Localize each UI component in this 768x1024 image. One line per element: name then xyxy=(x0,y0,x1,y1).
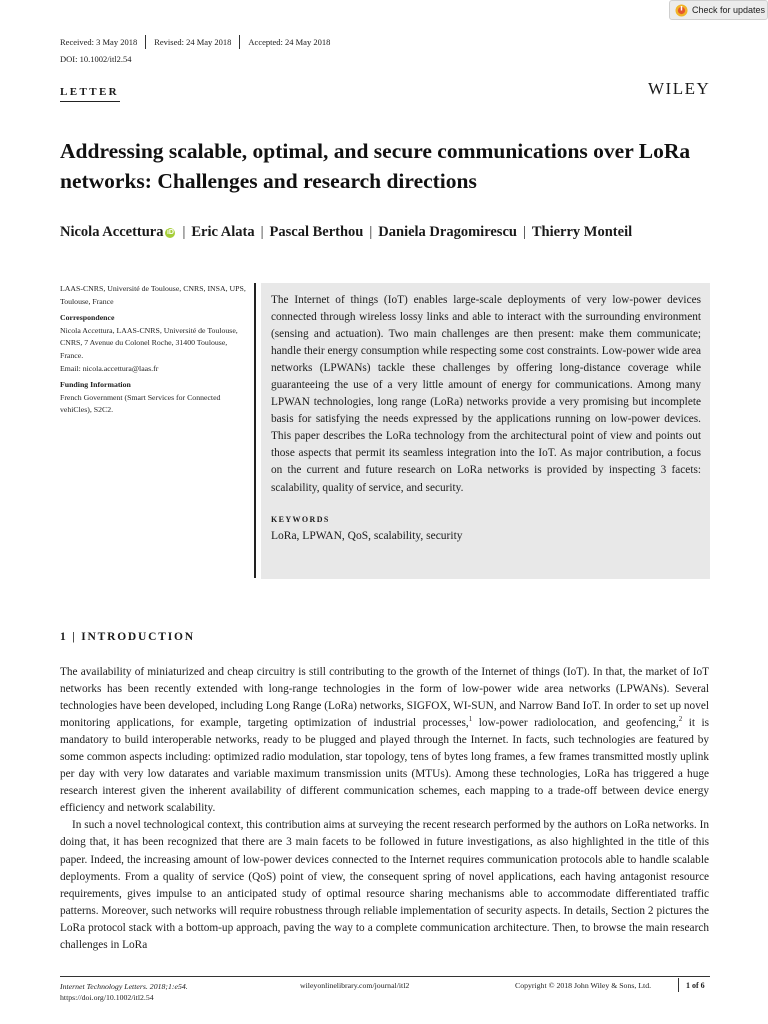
abstract-text: The Internet of things (IoT) enables large-scale deployments of very low-power devices connected through wireless lossy links and able to interact with the surrounding environment (sensing and actuation). Two main challenges are then present: make them communicate; handle their energy consumption while respecting some cost constraints. Low-power wide area networks (LPWANs) tackle these challenges by offering long-distance coverage while guaranteeing the use of a very little amount of energy for communications. Among many LPWAN technologies, long range (LoRa) networks provide a very promising but incomplete basis for satisfying the needs expressed by the applications running on low-power devices. This paper describes the LoRa technology from the architectural point of view and points out those aspects that permit its seamless integration into the IoT. As major contribution, a focus on the current and future research on LoRa networks is provided by inspecting 3 facets: scalability, quality of service, and security. xyxy=(271,294,701,494)
paragraph xyxy=(60,664,709,817)
journal-citation: Internet Technology Letters. 2018;1:e54. xyxy=(60,982,188,991)
page-number: 1 of 6 xyxy=(686,981,705,990)
keywords-heading: KEYWORDS xyxy=(271,514,330,524)
divider xyxy=(239,35,240,49)
update-check-icon xyxy=(675,4,688,17)
author-name[interactable]: Daniela Dragomirescu xyxy=(378,224,517,240)
check-for-updates-button[interactable] xyxy=(669,0,768,20)
accepted-date: Accepted: 24 May 2018 xyxy=(248,37,331,47)
author-separator: | xyxy=(182,224,186,240)
author-name[interactable]: Thierry Monteil xyxy=(531,224,633,240)
correspondence-heading: Correspondence xyxy=(60,313,115,323)
author-name[interactable]: Nicola Accettura xyxy=(60,224,164,240)
footer-rule xyxy=(60,976,710,977)
journal-site-link[interactable]: wileyonlinelibrary.com/journal/itl2 xyxy=(300,981,410,990)
author-separator: | xyxy=(522,224,526,240)
author-separator: | xyxy=(260,224,264,240)
copyright: Copyright © 2018 John Wiley & Sons, Ltd. xyxy=(515,981,652,990)
keywords: LoRa, LPWAN, QoS, scalability, security xyxy=(271,529,463,542)
abstract-box xyxy=(261,283,710,579)
check-for-updates-label: Check for updates xyxy=(692,5,766,15)
divider xyxy=(678,978,679,992)
article-history xyxy=(60,35,330,49)
author-name[interactable]: Pascal Berthou xyxy=(269,224,364,240)
citation-link[interactable]: 2 xyxy=(678,715,683,724)
correspondence-text: Nicola Accettura, LAAS-CNRS, Université de Toulouse, CNRS, 7 Avenue du Colonel Roche, 31400 Toulouse, France. xyxy=(60,325,238,360)
paper-title: Addressing scalable, optimal, and secure communications over LoRa networks: Challenges and research directions xyxy=(60,139,691,193)
author-name[interactable]: Eric Alata xyxy=(191,224,255,240)
orcid-icon[interactable]: iD xyxy=(166,228,174,236)
paragraph-text: The availability of miniaturized and cheap circuitry is still contributing to the growth of the Internet of things (IoT). In that, the market of IoT networks has been recently extended with long-range technologies in the form of low-power wide area networks (LPWANs). Several technologies have been developed, including Long Range (LoRa) networks, SIGFOX, WI-SUN, and Narrow Band IoT. In order to set up novel monitoring applications, for example, targeting optimization of industrial processes, xyxy=(60,666,709,730)
affiliation-address: LAAS-CNRS, Université de Toulouse, CNRS, INSA, UPS, Toulouse, France xyxy=(60,284,246,306)
footer-citation xyxy=(60,981,188,1003)
publisher-logo: WILEY xyxy=(648,79,711,98)
introduction-body xyxy=(60,664,709,954)
funding-text: French Government (Smart Services for Connected vehiCles), S2C2. xyxy=(60,392,221,415)
section-heading: 1 | INTRODUCTION xyxy=(60,631,195,643)
received-date: Received: 3 May 2018 xyxy=(60,37,138,47)
column-divider xyxy=(254,283,256,578)
doi-link[interactable]: https://doi.org/10.1002/itl2.54 xyxy=(60,993,154,1002)
article-type: LETTER xyxy=(60,86,120,98)
article-type-underline xyxy=(60,101,120,102)
paragraph-text: it is mandatory to build interoperable networks, ready to be plugged and played through the Internet. In facts, such technologies are featured by some common aspects including: optimized radio modulation, star topology, tens of bytes long frames, a few frames transmitted mostly uplink per day with very low datarates and variable maximum transmission units (MTUs). Among these technologies, LoRa has triggered a huge research interest given the inherent availability of different communication schemes, each mapping to a trade-off between device energy efficiency and network scalability. xyxy=(60,717,709,815)
paragraph: In such a novel technological context, this contribution aims at surveying the recent research performed by the authors on LoRa networks. In doing that, it has been recognized that there are 3 main facets to be followed in future investigations, as also highlighted in the title of this paper. Indeed, the increasing amount of low-power devices connected to the Internet requires communication protocols able to handle scalable deployments. From a quality of service (QoS) point of view, the consequent spring of novel applications, each having antagonist resource requirements, gives impulse to an anticipated study of optimal resource sharing mechanisms able to accommodate differentiated traffic patterns. Moreover, such networks will require robustness through reliable implementation of security aspects. In details, Section 2 pictures the LoRa protocol stack with a bottom-up approach, paving the way to a complete communication architecture. Then, to browse the main research challenges in LoRa xyxy=(60,819,709,951)
funding-heading: Funding Information xyxy=(60,380,131,390)
author-separator: | xyxy=(369,224,373,240)
citation-link[interactable]: 1 xyxy=(468,715,473,724)
doi: DOI: 10.1002/itl2.54 xyxy=(60,54,132,64)
revised-date: Revised: 24 May 2018 xyxy=(154,37,232,47)
author-list xyxy=(60,224,740,241)
email-link[interactable]: Email: nicola.accettura@laas.fr xyxy=(60,363,159,373)
affiliation-column xyxy=(60,283,250,417)
divider xyxy=(145,35,146,49)
paragraph-text: low-power radiolocation, and geofencing, xyxy=(472,717,679,730)
